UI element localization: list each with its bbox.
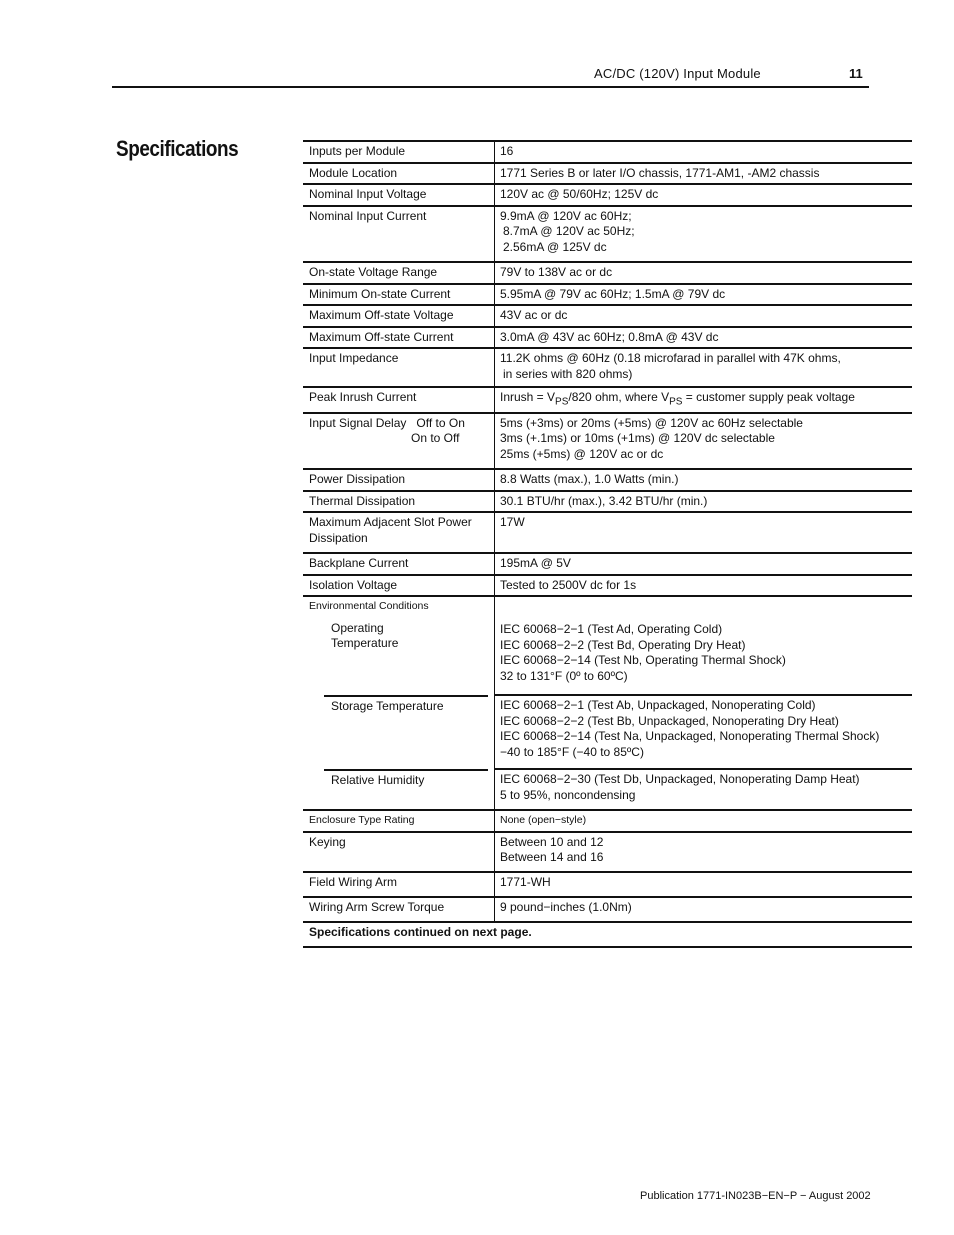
spec-label-line: Relative Humidity — [324, 769, 488, 789]
spec-value-line: Between 10 and 12 — [500, 834, 604, 849]
spec-value-line: 25ms (+5ms) @ 120V ac or dc — [500, 446, 664, 461]
continued-note: Specifications continued on next page. — [303, 922, 912, 948]
spec-value-line: 3ms (+.1ms) or 10ms (+1ms) @ 120V dc selectable — [500, 431, 775, 446]
spec-row-continued-note — [303, 922, 912, 948]
spec-label: Peak Inrush Current — [303, 387, 495, 413]
spec-value: 3.0mA @ 43V ac 60Hz; 0.8mA @ 43V dc — [495, 327, 913, 349]
spec-label: Backplane Current — [303, 553, 495, 575]
spec-value-line: 32 to 131°F (0º to 60ºC) — [500, 668, 628, 683]
spec-row-on-state-voltage-range — [303, 262, 912, 284]
spec-label: On-state Voltage Range — [303, 262, 495, 284]
spec-value: 8.8 Watts (max.), 1.0 Watts (min.) — [495, 469, 913, 491]
spec-label-line: Temperature — [331, 636, 399, 651]
subscript: PS — [669, 396, 683, 408]
spec-value: 1771-WH — [495, 872, 913, 898]
spec-value — [495, 596, 913, 695]
spec-value: 5.95mA @ 79V ac 60Hz; 1.5mA @ 79V dc — [495, 284, 913, 306]
spec-value: 195mA @ 5V — [495, 553, 913, 575]
spec-value: 16 — [495, 141, 913, 163]
inrush-text: Inrush = V — [500, 390, 556, 404]
spec-row-module-location — [303, 163, 912, 185]
spec-value-line: Between 14 and 16 — [500, 850, 604, 865]
header-rule — [112, 86, 869, 88]
inrush-text: /820 ohm, where V — [568, 390, 670, 404]
spec-label-line: Maximum Adjacent Slot Power — [309, 515, 472, 530]
spec-label-line: Environmental Conditions — [309, 600, 429, 613]
spec-value-line: IEC 60068−2−30 (Test Db, Unpackaged, Nonoperating Damp Heat) — [500, 772, 860, 787]
spec-row-field-wiring-arm — [303, 872, 912, 898]
spec-label-line: Operating — [331, 620, 384, 635]
spec-value: 43V ac or dc — [495, 305, 913, 327]
spec-row-storage-temperature — [303, 695, 912, 769]
spec-value — [495, 695, 913, 769]
spec-label: Keying — [303, 832, 495, 872]
spec-value-line: IEC 60068−2−1 (Test Ad, Operating Cold) — [500, 622, 723, 637]
spec-row-nominal-input-voltage — [303, 184, 912, 206]
spec-label-line: Storage Temperature — [324, 695, 488, 715]
spec-value: None (open−style) — [495, 810, 913, 832]
spec-value-line: in series with 820 ohms) — [503, 366, 633, 381]
section-title: Specifications — [116, 136, 239, 161]
spec-value-line: 5 to 95%, noncondensing — [500, 787, 636, 802]
header-title: AC/DC (120V) Input Module — [594, 66, 761, 81]
spec-row-wiring-arm-screw-torque — [303, 897, 912, 922]
spec-label: Nominal Input Voltage — [303, 184, 495, 206]
spacer — [500, 599, 906, 622]
page-number: 11 — [849, 66, 863, 81]
spec-row-enclosure-type-rating — [303, 810, 912, 832]
spec-value — [495, 206, 913, 263]
spec-value: 9 pound−inches (1.0Nm) — [495, 897, 913, 922]
spec-value-line: 5ms (+3ms) or 20ms (+5ms) @ 120V ac 60Hz selectable — [500, 415, 803, 430]
spec-value-line: 11.2K ohms @ 60Hz (0.18 microfarad in parallel with 47K ohms, — [500, 351, 841, 365]
spec-label: Power Dissipation — [303, 469, 495, 491]
spec-label — [303, 413, 495, 470]
spec-value-line: IEC 60068−2−2 (Test Bd, Operating Dry Heat) — [500, 637, 746, 652]
publication-footer: Publication 1771-IN023B−EN−P − August 2002 — [640, 1190, 871, 1202]
spec-label: Thermal Dissipation — [303, 491, 495, 513]
spec-label-line: On to Off — [411, 431, 460, 446]
spec-label: Inputs per Module — [303, 141, 495, 163]
spec-label — [303, 769, 495, 810]
spec-value — [495, 413, 913, 470]
spec-label: Maximum Off-state Voltage — [303, 305, 495, 327]
spec-value-line: 2.56mA @ 125V dc — [503, 239, 607, 254]
spec-value-line: IEC 60068−2−2 (Test Bb, Unpackaged, Nonoperating Dry Heat) — [500, 713, 839, 728]
spec-row-max-off-state-voltage — [303, 305, 912, 327]
spec-label: Module Location — [303, 163, 495, 185]
spec-label-line: Dissipation — [309, 530, 368, 545]
spec-value — [495, 387, 913, 413]
spec-label — [303, 596, 495, 695]
spec-row-max-off-state-current — [303, 327, 912, 349]
spec-row-inputs-per-module — [303, 141, 912, 163]
spec-row-isolation-voltage — [303, 575, 912, 597]
spec-value: 17W — [495, 512, 913, 553]
spec-label: Wiring Arm Screw Torque — [303, 897, 495, 922]
spec-row-input-impedance — [303, 348, 912, 387]
spec-value: 30.1 BTU/hr (max.), 3.42 BTU/hr (min.) — [495, 491, 913, 513]
spec-row-keying — [303, 832, 912, 872]
spec-value-line: 8.7mA @ 120V ac 50Hz; — [503, 224, 635, 238]
spec-row-input-signal-delay — [303, 413, 912, 470]
specifications-table — [303, 140, 912, 948]
spec-value-line: IEC 60068−2−14 (Test Nb, Operating Thermal Shock) — [500, 653, 786, 668]
spec-value: Tested to 2500V dc for 1s — [495, 575, 913, 597]
spec-value-line: 9.9mA @ 120V ac 60Hz; — [500, 208, 632, 223]
spec-value — [495, 769, 913, 810]
spec-label: Nominal Input Current — [303, 206, 495, 263]
spec-value-line: IEC 60068−2−14 (Test Na, Unpackaged, Nonoperating Thermal Shock) — [500, 729, 880, 744]
spec-row-max-adjacent-slot-power — [303, 512, 912, 553]
spec-label: Isolation Voltage — [303, 575, 495, 597]
spec-value-line: −40 to 185°F (−40 to 85ºC) — [500, 744, 644, 759]
spec-value — [495, 832, 913, 872]
spec-label-line: Input Signal Delay Off to On — [309, 415, 465, 430]
spec-label: Input Impedance — [303, 348, 495, 387]
spec-label: Enclosure Type Rating — [303, 810, 495, 832]
spec-row-backplane-current — [303, 553, 912, 575]
spec-row-min-on-state-current — [303, 284, 912, 306]
inrush-text: = customer supply peak voltage — [682, 390, 855, 404]
spec-row-power-dissipation — [303, 469, 912, 491]
spec-label — [303, 695, 495, 769]
spec-value — [495, 348, 913, 387]
spec-label: Field Wiring Arm — [303, 872, 495, 898]
spec-label: Maximum Off-state Current — [303, 327, 495, 349]
spec-value-line: IEC 60068−2−1 (Test Ab, Unpackaged, Nonoperating Cold) — [500, 698, 816, 713]
spec-value: 1771 Series B or later I/O chassis, 1771-AM1, -AM2 chassis — [495, 163, 913, 185]
subscript: PS — [555, 396, 569, 408]
spec-row-relative-humidity — [303, 769, 912, 810]
spec-label: Minimum On-state Current — [303, 284, 495, 306]
spec-value: 79V to 138V ac or dc — [495, 262, 913, 284]
spec-value: 120V ac @ 50/60Hz; 125V dc — [495, 184, 913, 206]
spec-row-peak-inrush-current — [303, 387, 912, 413]
spec-row-environmental — [303, 596, 912, 695]
spec-row-thermal-dissipation — [303, 491, 912, 513]
spec-label — [303, 512, 495, 553]
spec-row-nominal-input-current — [303, 206, 912, 263]
